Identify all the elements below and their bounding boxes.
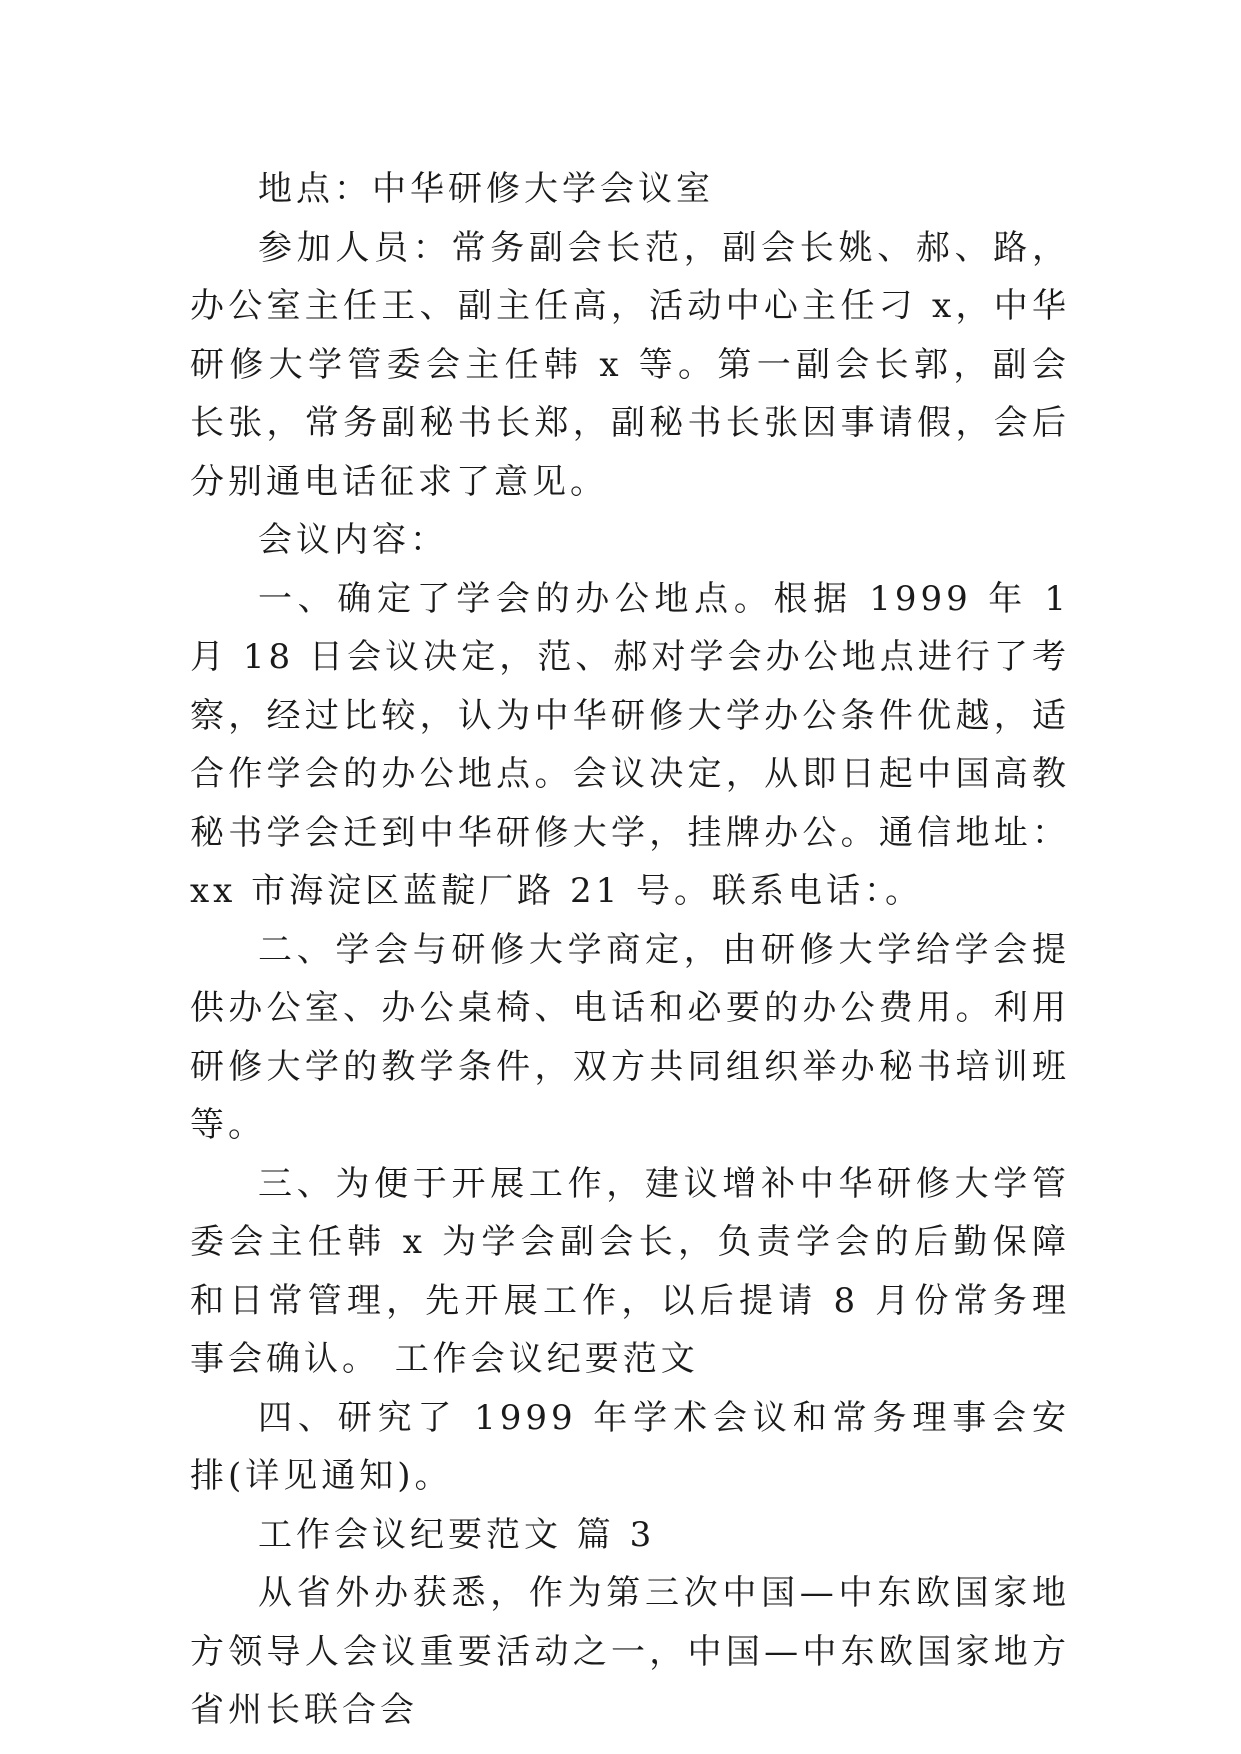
paragraph-section-3-intro: 从省外办获悉，作为第三次中国—中东欧国家地方领导人会议重要活动之一，中国—中东欧国家地方省州长联合会 — [190, 1573, 1070, 1730]
paragraph-item-2: 二、学会与研修大学商定，由研修大学给学会提供办公室、办公桌椅、电话和必要的办公费用。利用研修大学的教学条件，双方共同组织举办秘书培训班等。 — [190, 929, 1070, 1145]
paragraph-attendees: 参加人员：常务副会长范，副会长姚、郝、路，办公室主任王、副主任高，活动中心主任刁 x，中华研修大学管委会主任韩 x 等。第一副会长郭，副会长张，常务副秘书长郑，副秘书长张因事请假，会后分别通电话征求了意见。 — [190, 227, 1070, 502]
paragraph-meeting-content-heading: 会议内容： — [258, 520, 448, 560]
paragraph-location: 地点：中华研修大学会议室 — [258, 169, 714, 209]
paragraph-item-1: 一、确定了学会的办公地点。根据 1999 年 1 月 18 日会议决定，范、郝对学会办公地点进行了考察，经过比较，认为中华研修大学办公条件优越，适合作学会的办公地点。会议决定，从即日起中国高教秘书学会迁到中华研修大学，挂牌办公。通信地址：xx 市海淀区蓝靛厂路 21 号。联系电话：。 — [190, 578, 1070, 911]
paragraph-item-4: 四、研究了 1999 年学术会议和常务理事会安排(详见通知)。 — [190, 1397, 1070, 1496]
document-body — [190, 160, 1070, 1740]
paragraph-item-3: 三、为便于开展工作，建议增补中华研修大学管委会主任韩 x 为学会副会长，负责学会的后勤保障和日常管理，先开展工作，以后提请 8 月份常务理事会确认。 工作会议纪要范文 — [190, 1163, 1070, 1379]
section-heading: 工作会议纪要范文 篇 3 — [258, 1514, 656, 1555]
